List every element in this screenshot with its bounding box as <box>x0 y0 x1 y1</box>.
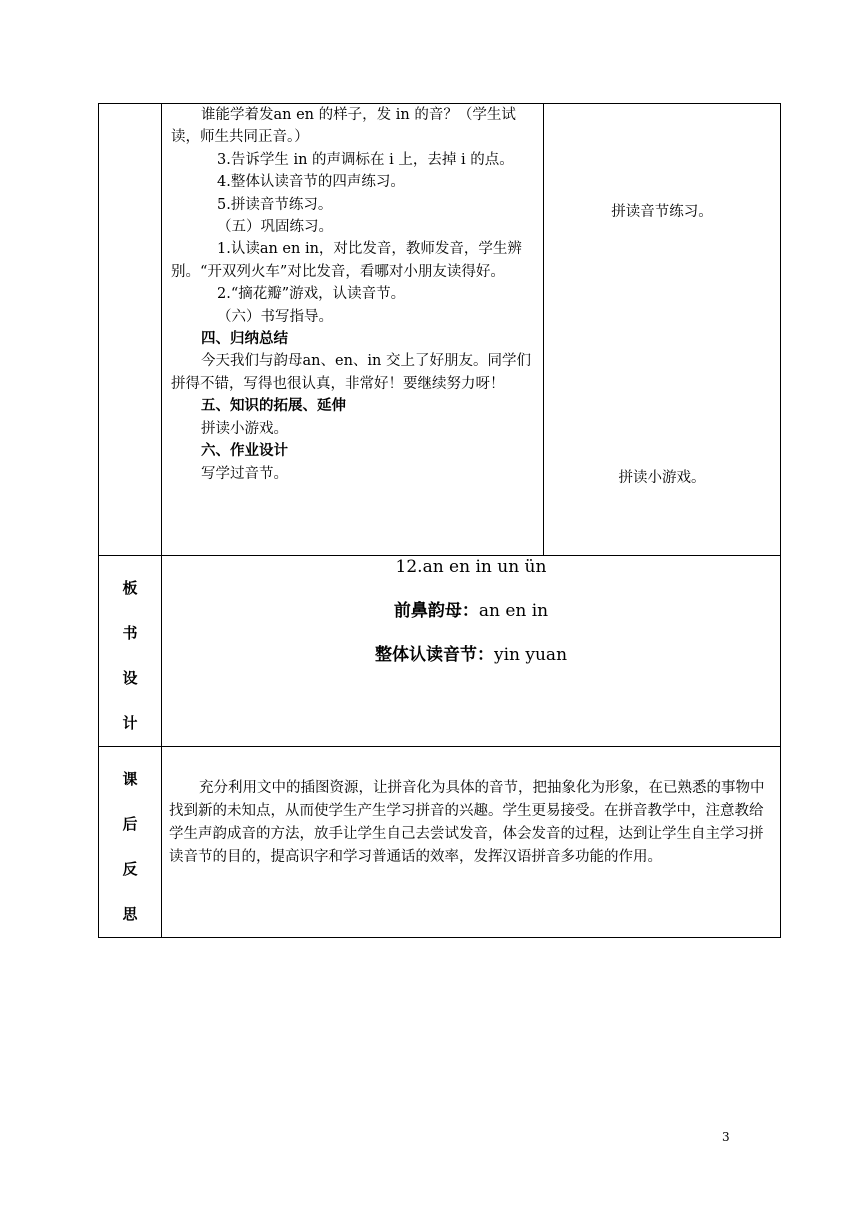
board-line-value: an en in <box>478 601 549 621</box>
board-title: 12.an en in un ün <box>395 557 547 577</box>
process-line: 今天我们与韵母an、en、in 交上了好朋友。同学们拼得不错，写得也很认真，非常好！要继续努力呀！ <box>171 353 531 392</box>
label-char: 后 <box>122 815 138 833</box>
board-line-label: 前鼻韵母： <box>393 601 479 621</box>
reflection-row <box>99 747 781 938</box>
board-design-label <box>99 556 162 747</box>
board-line-front-nasal <box>162 600 780 622</box>
label-char: 思 <box>122 905 138 923</box>
process-line: （五）巩固练习。 <box>217 219 333 236</box>
process-line: 拼读小游戏。 <box>201 420 288 437</box>
section-heading: 四、归纳总结 <box>201 330 288 348</box>
reflection-label <box>99 747 162 938</box>
board-design-content <box>162 556 781 747</box>
board-line-value: yin yuan <box>493 645 568 665</box>
label-char: 书 <box>122 624 138 642</box>
section-heading: 五、知识的拓展、延伸 <box>201 397 346 415</box>
label-char: 板 <box>122 579 138 597</box>
process-line: 2.“摘花瓣”游戏，认读音节。 <box>217 286 406 303</box>
board-design-row <box>99 556 781 747</box>
side-note: 拼读音节练习。 <box>611 204 713 220</box>
label-char: 计 <box>122 714 138 732</box>
lesson-table <box>98 103 781 938</box>
label-char: 反 <box>122 860 138 878</box>
page-number: 3 <box>722 1130 730 1144</box>
section-heading: 六、作业设计 <box>201 442 288 460</box>
side-notes-cell <box>544 104 781 556</box>
label-char: 课 <box>122 770 138 788</box>
process-row <box>99 104 781 556</box>
process-line: （六）书写指导。 <box>217 308 333 325</box>
empty-label-cell <box>99 104 162 556</box>
process-line: 5.拼读音节练习。 <box>217 196 333 213</box>
process-line: 3.告诉学生 in 的声调标在 i 上，去掉 i 的点。 <box>217 151 514 168</box>
teaching-process-cell <box>162 104 544 556</box>
side-note: 拼读小游戏。 <box>618 470 706 486</box>
process-line: 1.认读an en in，对比发音，教师发音，学生辨别。“开双列火车”对比发音，看哪对小朋友读得好。 <box>171 241 522 280</box>
board-line-label: 整体认读音节： <box>374 645 494 665</box>
board-line-whole-syllables <box>162 644 780 666</box>
reflection-text: 充分利用文中的插图资源，让拼音化为具体的音节，把抽象化为形象，在已熟悉的事物中找到新的未知点，从而使学生产生学习拼音的兴趣。学生更易接受。在拼音教学中，注意教给学生声韵成音的方法，放手让学生自己去尝试发音，体会发音的过程，达到让学生自主学习拼读音节的目的，提高识字和学习普通话的效率，发挥汉语拼音多功能的作用。 <box>162 747 781 938</box>
process-line: 写学过音节。 <box>201 465 288 482</box>
label-char: 设 <box>122 669 138 687</box>
process-line: 4.整体认读音节的四声练习。 <box>217 174 405 191</box>
process-line: 谁能学着发an en 的样子，发 in 的音？（学生试读，师生共同正音。） <box>171 107 516 146</box>
